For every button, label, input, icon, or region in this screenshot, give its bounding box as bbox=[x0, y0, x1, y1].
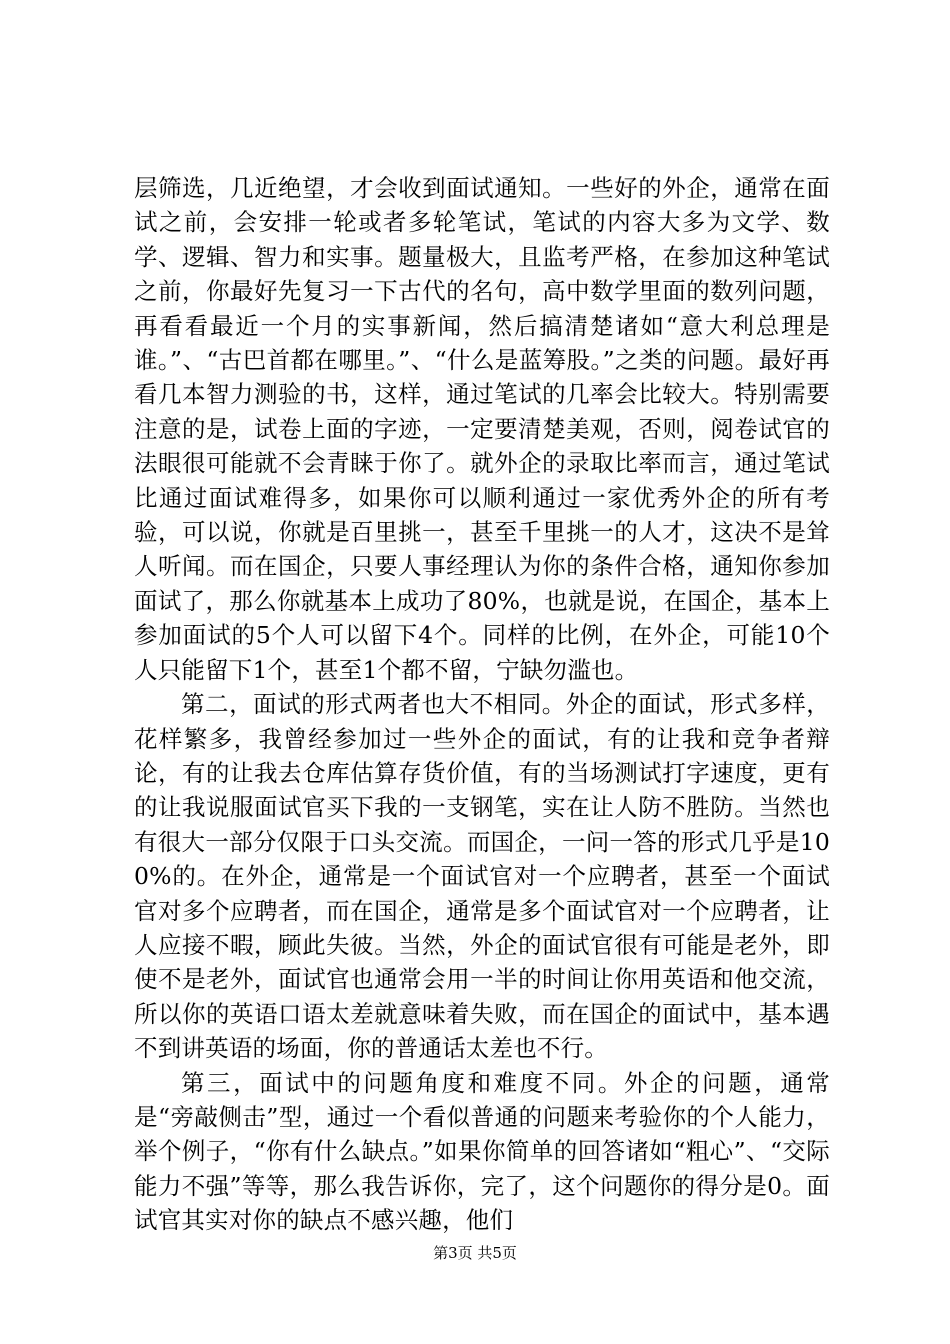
page-footer: 第3页 共5页 bbox=[433, 1244, 517, 1262]
paragraph-3: 第三，面试中的问题角度和难度不同。外企的问题，通常是“旁敲侧击”型，通过一个看似普通的问题来考验你的个人能力，举个例子，“你有什么缺点。”如果你简单的回答诸如“粗心”、“交际能力不强”等等，那么我告诉你，完了，这个问题你的得分是0。面试官其实对你的缺点不感兴趣，他们 bbox=[134, 1068, 830, 1235]
document-body bbox=[134, 171, 830, 1238]
paragraph-2: 第二，面试的形式两者也大不相同。外企的面试，形式多样，花样繁多，我曾经参加过一些外企的面试，有的让我和竞争者辩论，有的让我去仓库估算存货价值，有的当场测试打字速度，更有的让我说服面试官买下我的一支钢笔，实在让人防不胜防。当然也有很大一部分仅限于口头交流。而国企，一问一答的形式几乎是100%的。在外企，通常是一个面试官对一个应聘者，甚至一个面试官对多个应聘者，而在国企，通常是多个面试官对一个应聘者，让人应接不暇，顾此失彼。当然，外企的面试官很有可能是老外，即使不是老外，面试官也通常会用一半的时间让你用英语和他交流，所以你的英语口语太差就意味着失败，而在国企的面试中，基本遇不到讲英语的场面，你的普通话太差也不行。 bbox=[134, 690, 830, 1063]
paragraph-1: 层筛选，几近绝望，才会收到面试通知。一些好的外企，通常在面试之前，会安排一轮或者多轮笔试，笔试的内容大多为文学、数学、逻辑、智力和实事。题量极大，且监考严格，在参加这种笔试之前，你最好先复习一下古代的名句，高中数学里面的数列问题，再看看最近一个月的实事新闻，然后搞清楚诸如“意大利总理是谁。”、“古巴首都在哪里。”、“什么是蓝筹股。”之类的问题。最好再看几本智力测验的书，这样，通过笔试的几率会比较大。特别需要注意的是，试卷上面的字迹，一定要清楚美观，否则，阅卷试官的法眼很可能就不会青睐于你了。就外企的录取比率而言，通过笔试比通过面试难得多，如果你可以顺利通过一家优秀外企的所有考验，可以说，你就是百里挑一，甚至千里挑一的人才，这决不是耸人听闻。而在国企，只要人事经理认为你的条件合格，通知你参加面试了，那么你就基本上成功了80%，也就是说，在国企，基本上参加面试的5个人可以留下4个。同样的比例，在外企，可能10个人只能留下1个，甚至1个都不留，宁缺勿滥也。 bbox=[134, 174, 830, 684]
